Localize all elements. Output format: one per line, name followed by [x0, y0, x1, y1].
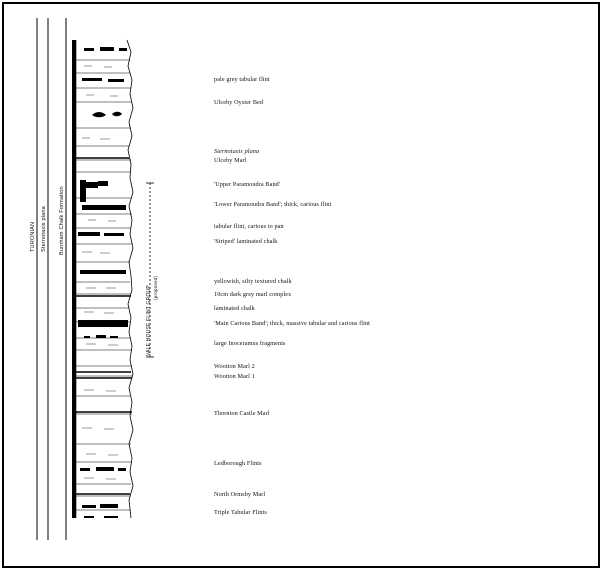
bed-label: 'Striped' laminated chalk — [214, 238, 278, 245]
bed-label: Ulceby Oyster Bed — [214, 99, 264, 106]
bed-label: Sternotaxis plana — [214, 148, 260, 155]
zone-label: Sternotaxis plana — [41, 206, 47, 252]
bed-label: Wootton Marl 1 — [214, 373, 255, 380]
bed-label: Wootton Marl 2 — [214, 363, 255, 370]
bed-boundaries — [76, 60, 132, 510]
log-left-edge — [72, 40, 76, 518]
bed-label: Thornton Castle Marl — [214, 410, 270, 417]
bed-label: 'Main Carious Band'; thick, massive tabular and carious flint — [214, 320, 370, 327]
log-right-edge — [127, 40, 133, 518]
stage-label: TURONIAN — [30, 221, 36, 252]
bed-label: yellowish, silty textured chalk — [214, 278, 292, 285]
bed-label: Ulceby Marl — [214, 157, 247, 164]
bed-label: Triple Tabular Flints — [214, 509, 267, 516]
bed-label: laminated chalk — [214, 305, 255, 312]
group-label: VALE HOUSE FLINT GROUP — [146, 285, 152, 356]
bed-label: 'Upper Paramoudra Band' — [214, 181, 281, 188]
bed-label: Ledborough Flints — [214, 460, 262, 467]
formation-label: Burnham Chalk Formation — [59, 186, 65, 255]
bed-label: 'Lower Paramoudra Band'; thick, carious flint — [214, 201, 332, 208]
bed-label: 10cm dark grey marl complex — [214, 291, 292, 298]
bed-label: large Inoceramus fragments — [214, 340, 286, 347]
bed-label: tabular flint, carious to pan — [214, 223, 284, 230]
flint-bands — [78, 47, 128, 518]
group-label-note: (proposed) — [153, 275, 158, 300]
bed-label: pale grey tabular flint — [214, 76, 270, 83]
bed-label: North Ormsby Marl — [214, 491, 266, 498]
